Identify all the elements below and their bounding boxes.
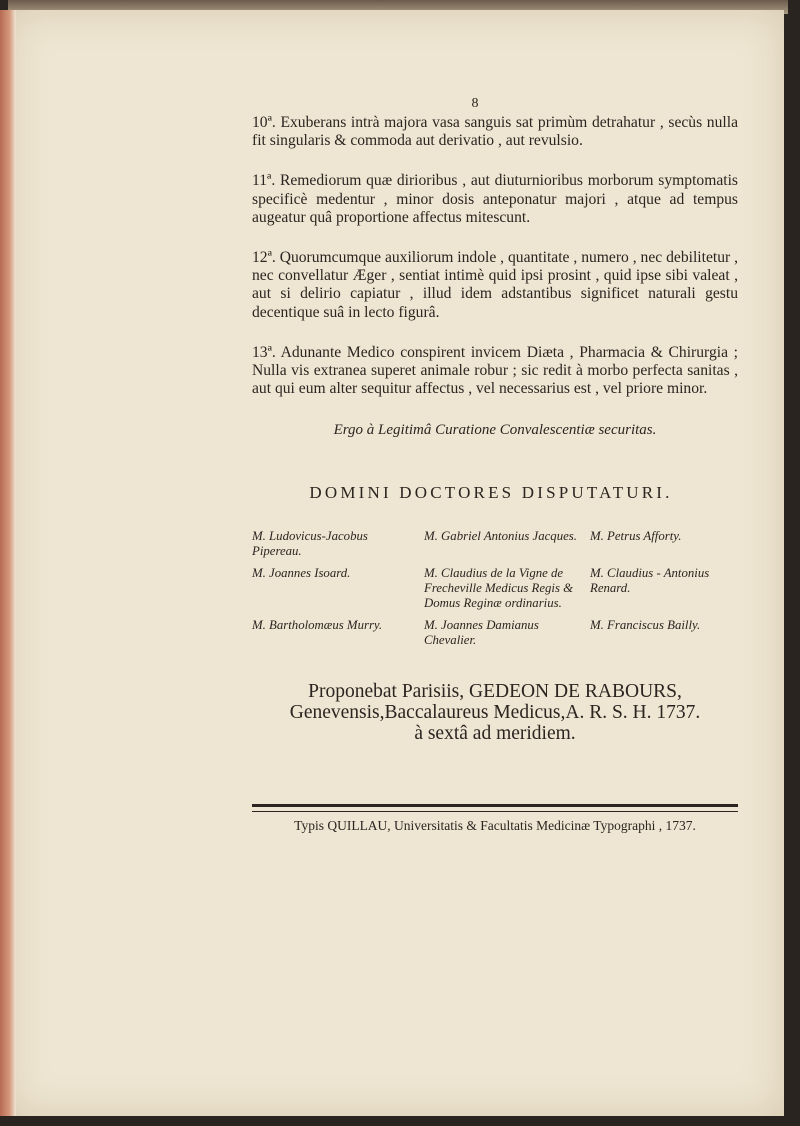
proponebat-line-3: à sextâ ad meridiem.: [414, 723, 576, 745]
conclusion-line: Ergo à Legitimâ Curatione Convalescentiæ securitas.: [333, 422, 657, 439]
doctor-entry: M. Gabriel Antonius Jacques.: [424, 529, 577, 544]
thesis-paragraph-13: 13ª. Adunante Medico conspirent invicem Diæta , Pharmacia & Chirurgia ; Nulla vis extranea superet animale robur ; sic redit à morbo perfecta sanitas , aut qui eum alter sequitur affectus , vel necessarius est , vel priore minor.: [252, 343, 738, 398]
thesis-paragraph-12: 12ª. Quorumcumque auxiliorum indole , quantitate , numero , nec debilitetur , nec convellatur Æger , sentiat intimè quid ipsi prosint , quid ipse sibi valeat , aut si delirio capiatur , illud idem adstantibus significet naturali gestu decentique suâ in lecto figurâ.: [252, 249, 738, 321]
book-spine: [0, 10, 16, 1116]
page-number: 8: [471, 96, 479, 111]
printer-imprint: Typis QUILLAU, Universitatis & Facultatis Medicinæ Typographi , 1737.: [294, 818, 696, 834]
doctor-entry: M. Ludovicus-Jacobus Pipereau.: [252, 529, 368, 559]
page-content: [252, 96, 738, 834]
proponebat-line-1: Proponebat Parisiis, GEDEON DE RABOURS,: [308, 681, 682, 703]
doctor-entry: M. Franciscus Bailly.: [590, 618, 701, 633]
proponebat-block: [252, 681, 738, 744]
double-rule-divider: [252, 804, 738, 812]
doctor-entry: M. Claudius - Antonius Renard.: [590, 566, 710, 596]
doctors-heading: DOMINI DOCTORES DISPUTATURI.: [309, 483, 673, 503]
doctor-entry: M. Claudius de la Vigne de Frecheville Medicus Regis & Domus Reginæ ordinarius.: [424, 566, 574, 611]
thesis-paragraph-10: 10ª. Exuberans intrà majora vasa sanguis sat primùm detrahatur , secùs nulla fit singularis & commoda aut derivatio , aut revulsio.: [252, 114, 738, 150]
doctor-entry: M. Bartholomæus Murry.: [252, 618, 383, 633]
doctor-entry: M. Petrus Afforty.: [590, 529, 682, 544]
doctor-entry: M. Joannes Damianus Chevalier.: [424, 618, 539, 648]
thesis-paragraph-11: 11ª. Remediorum quæ dirioribus , aut diuturnioribus morborum symptomatis specificè medentur , minor dosis anteponatur majori , atque ad tempus augeatur quâ proportione affectus mitescunt.: [252, 172, 738, 226]
proponebat-line-2: Genevensis,Baccalaureus Medicus,A. R. S. H. 1737.: [289, 702, 701, 724]
doctor-entry: M. Joannes Isoard.: [252, 566, 351, 581]
doctors-list: [252, 529, 738, 655]
